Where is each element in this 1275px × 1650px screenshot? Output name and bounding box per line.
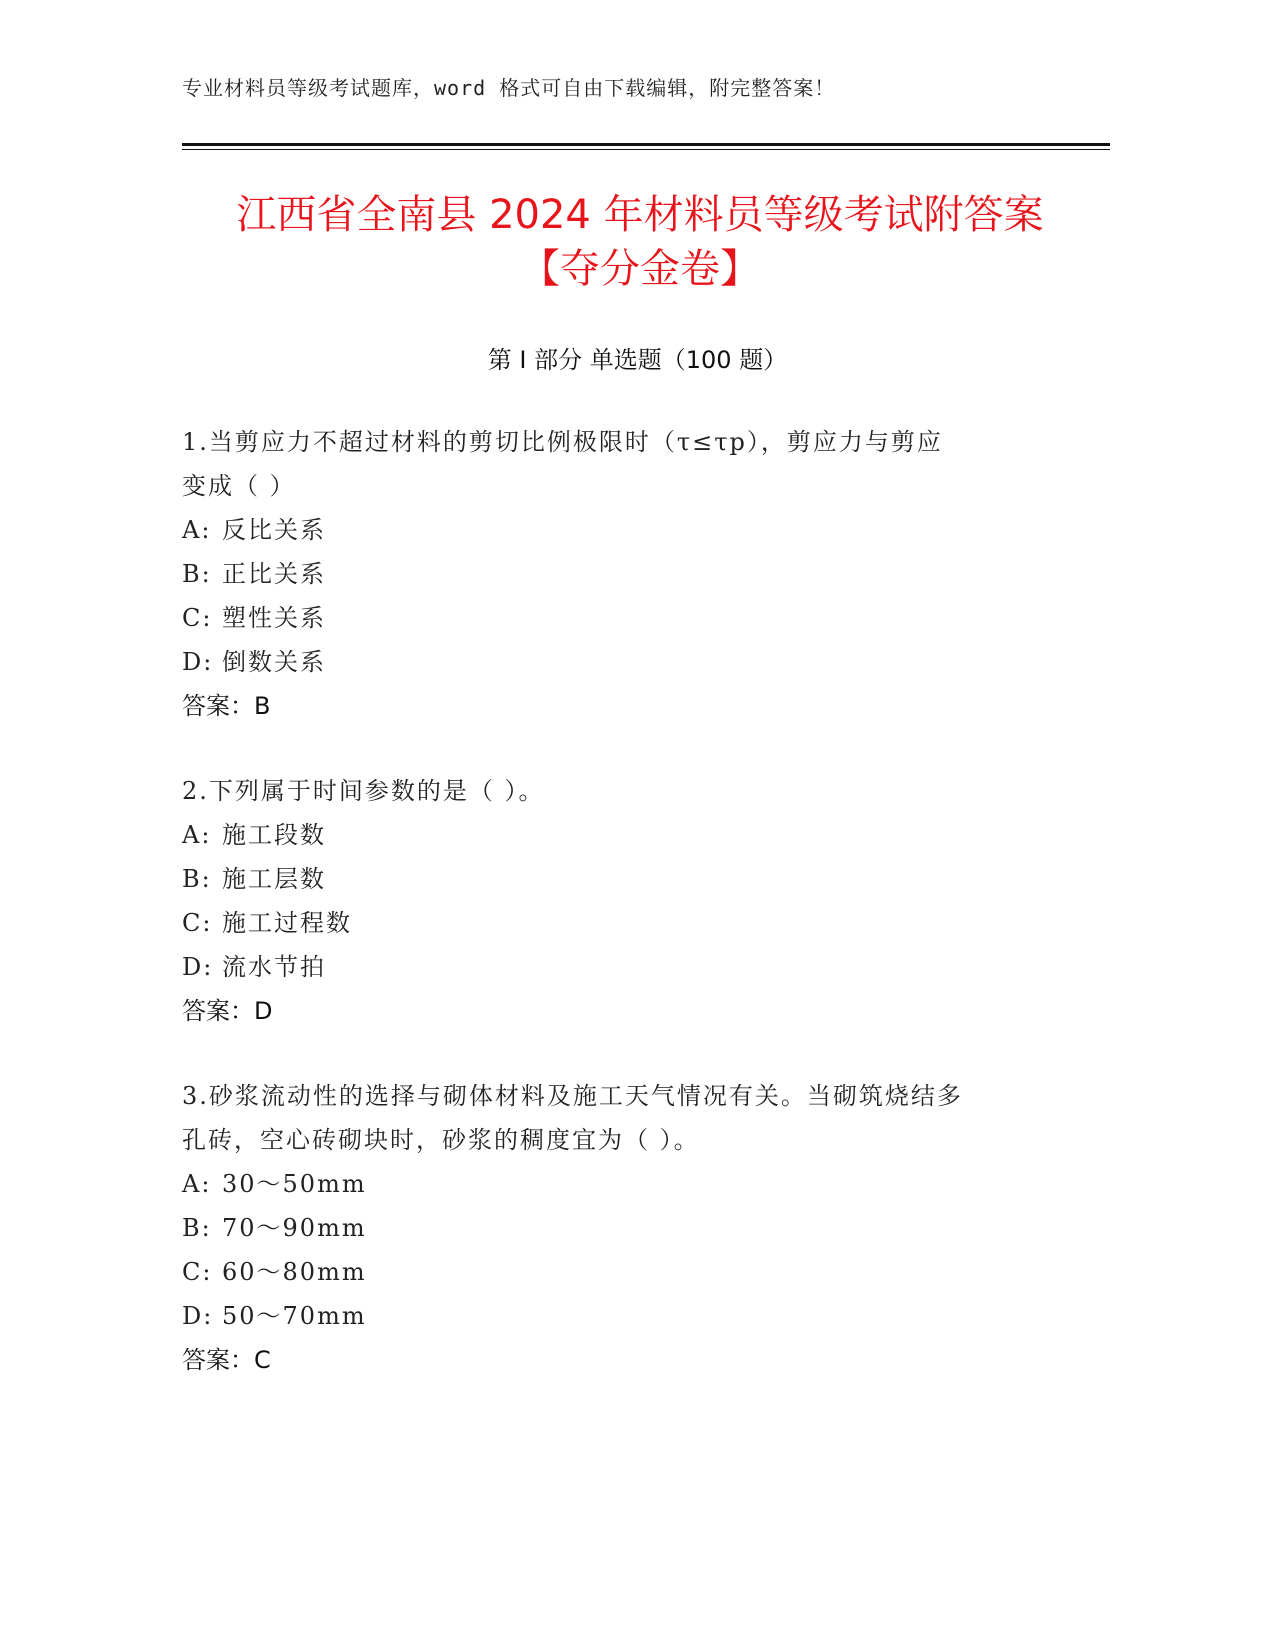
question-stem-line: 2.下列属于时间参数的是（ ）。: [182, 777, 545, 805]
question-answer: 答案：C: [182, 1346, 271, 1374]
option-text: 塑性关系: [222, 604, 326, 632]
option-letter: C:: [182, 604, 213, 632]
option-text: 60～80mm: [222, 1258, 367, 1286]
question-option-a: [182, 813, 1062, 857]
header-divider-thick: [182, 143, 1110, 146]
question-option-c: [182, 901, 1062, 945]
section-heading: 第 I 部分 单选题（100 题）: [487, 346, 788, 374]
question-option-a: [182, 508, 1062, 552]
option-text: 施工段数: [222, 821, 326, 849]
option-text: 流水节拍: [222, 953, 326, 981]
option-letter: B:: [182, 560, 212, 588]
option-letter: A:: [182, 516, 212, 544]
document-title-line2: 【夺分金卷】: [520, 246, 760, 292]
option-letter: B:: [182, 1214, 212, 1242]
option-text: 施工过程数: [222, 909, 352, 937]
option-letter: C:: [182, 909, 213, 937]
question-option-d: [182, 640, 1062, 684]
question-option-c: [182, 1250, 1062, 1294]
option-letter: A:: [182, 821, 212, 849]
question-answer: 答案：D: [182, 997, 273, 1025]
question-stem-line: 3.砂浆流动性的选择与砌体材料及施工天气情况有关。当砌筑烧结多: [182, 1082, 963, 1110]
question-3: [182, 1074, 1062, 1382]
option-text: 施工层数: [222, 865, 326, 893]
option-letter: D:: [182, 1302, 214, 1330]
question-answer: 答案：B: [182, 692, 271, 720]
question-stem-line: 1.当剪应力不超过材料的剪切比例极限时（τ≤τp），剪应力与剪应: [182, 428, 943, 456]
question-2: [182, 769, 1062, 1033]
option-letter: C:: [182, 1258, 213, 1286]
option-text: 反比关系: [222, 516, 326, 544]
option-text: 70～90mm: [222, 1214, 367, 1242]
question-option-b: [182, 857, 1062, 901]
question-option-b: [182, 552, 1062, 596]
option-letter: B:: [182, 865, 212, 893]
option-letter: A:: [182, 1170, 212, 1198]
question-1: [182, 420, 1062, 728]
page-header-note: 专业材料员等级考试题库，word 格式可自由下载编辑，附完整答案！: [182, 76, 836, 100]
option-text: 倒数关系: [222, 648, 326, 676]
question-stem-line: 变成（ ）: [182, 472, 296, 500]
question-option-a: [182, 1162, 1062, 1206]
document-title-line1: 江西省全南县 2024 年材料员等级考试附答案: [236, 192, 1044, 238]
question-stem-line: 孔砖，空心砖砌块时，砂浆的稠度宜为（ ）。: [182, 1126, 700, 1154]
question-option-d: [182, 945, 1062, 989]
question-option-b: [182, 1206, 1062, 1250]
option-text: 30～50mm: [222, 1170, 367, 1198]
option-letter: D:: [182, 648, 214, 676]
question-option-c: [182, 596, 1062, 640]
header-divider-thin: [182, 149, 1110, 150]
option-text: 50～70mm: [222, 1302, 367, 1330]
question-option-d: [182, 1294, 1062, 1338]
question-list: [182, 420, 1062, 1423]
option-text: 正比关系: [222, 560, 326, 588]
document-title: [120, 188, 1160, 296]
option-letter: D:: [182, 953, 214, 981]
